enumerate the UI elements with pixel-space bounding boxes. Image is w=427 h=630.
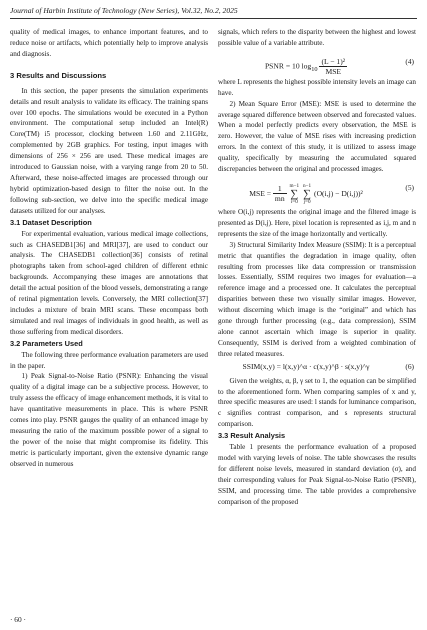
psnr-where-paragraph: where L represents the highest possible intensity levels an image can have. [218, 77, 416, 97]
intro-paragraph: quality of medical images, to enhance important features, and to reduce noise or artifacts, which potentially help to improve analysis and diagnosis. [10, 28, 208, 58]
equation-number-6: (6) [405, 361, 414, 371]
ssim-formula: SSIM(x,y) = l(x,y)^α · c(x,y)^β · s(x,y)^γ [242, 361, 370, 371]
ssim-paragraph: 3) Structural Similarity Index Measure (SSIM): It is a perceptual metric that quantifies the degradation in image quality, often resulting from processes like data compression or transmission losses. Essentially, SSIM requires two images for evaluation—a reference image and a processed one. It calculates the perceptual disparities between these two visually similar images. However, without discerning which image is the “original” and which has gone through further processing (e.g., data compression), SSIM alone cannot ascertain which image is superior in quality. Consequently, SSIM is derived from a weighted combination of three related measures. [218, 240, 416, 358]
result-analysis-paragraph: Table 1 presents the performance evaluation of a proposed model with varying levels of noise. The table showcases the results for different noise levels, measured in standard deviation (σ), and their corresponding values for Peak Signal-to-Noise Ratio (PSNR), SSIM, and processing time. The table provides a comprehensive comparison of the proposed [218, 443, 416, 506]
journal-title: Journal of Harbin Institute of Technology (New Series), Vol.32, No.2, 2025 [10, 6, 238, 15]
mse-fraction: $\frac{1}{mn}$ [274, 184, 285, 204]
section-3-heading: 3 Results and Discussions [10, 70, 107, 80]
sum-symbol-j: n−1 ∑ j=0 [303, 182, 312, 205]
psnr-fraction: $\frac{\text{(L − 1)²}}{\text{MSE}}$ [321, 56, 346, 76]
equation-number-4: (4) [405, 56, 414, 66]
page-number: · 60 · [10, 615, 27, 624]
mse-paragraph: 2) Mean Square Error (MSE): MSE is used to determine the average squared difference between observed and forecasted values. When a model perfectly predicts every observation, the MSE is zero. However, the value of MSE rises with increasing prediction errors. In the context of this study, it is utilized to assess image quality, specifically by measuring the accumulated squared discrepancies between the original and processed images. [218, 99, 416, 174]
ssim-weights-paragraph: Given the weights, α, β, γ set to 1, the equation can be simplified to the aforementioned form. When comparing samples of x and y, three specific measures are used: l stands for luminance comparison, c signifies contrast comparison, and s represents structural comparison. [218, 376, 416, 429]
psnr-paragraph: 1) Peak Signal-to-Noise Ratio (PSNR): Enhancing the visual quality of a digital image can be a subjective process. However, to truly assess the efficacy of image enhancement methods, it is vital to have quantitative measurements in place. This is where PSNR comes into play. PSNR gauges the quality of an enhanced image by measuring the ratio of the maximum possible power of a signal to the power of the noise that might compromise its fidelity. This metric is particularly important, given the extensive dynamic range observed in numerous [10, 372, 208, 468]
left-column [10, 27, 208, 470]
mse-formula: MSE = $\frac{1}{mn}$ m−1 ∑ i=0 n−1 ∑ j=0 (O(i,j) − D(i,j))² [249, 182, 363, 205]
equation-5 [218, 178, 416, 204]
equation-number-5: (5) [405, 182, 414, 192]
section-3-paragraph: In this section, the paper presents the simulation experiments details and result analysis to validate its efficacy. The training spans over 100 epochs. The simulations would be executed in a Python environment. The computational setup included an Intel(R) Core(TM) i5 processor, clocking between 1.60 and 2.11GHz, complemented by 2GB graphics. For testing, input images with dimensions of 256 × 256 are used. These medical images are introduced to Gaussian noise, with a varying range from 20 to 50. Afterward, these noise-affected images are processed through our hybrid optimization-based design to filter the noise out. In the following sub-section, we delve into the specific medical image datasets utilized for our analyses. [10, 86, 208, 215]
sum-symbol-i: m−1 ∑ i=0 [289, 182, 300, 205]
signals-paragraph: signals, which refers to the disparity between the highest and lowest possible value of a variable attribute. [218, 28, 416, 47]
mse-where-paragraph: where O(i,j) represents the original image and the filtered image is presented as D(i,j). Here, pixel location is represented as i,j, m and n represents the size of the image horizontally and vertically. [218, 207, 416, 238]
section-3-2-heading: 3.2 Parameters Used [10, 338, 83, 348]
right-column [218, 27, 416, 508]
section-3-1-heading: 3.1 Dataset Description [10, 217, 92, 227]
section-3-1-paragraph: For experimental evaluation, various medical image collections, such as CHASEDB1[36] and MRI[37], are used to conduct our analysis. The CHASEDB1 collection[36] consists of retinal photographs taken from school-aged children of different ethnic backgrounds. Accompanying these images are annotations that detail the actual position of the blood vessels, demonstrating a range of retinal pigmentation levels. Conversely, the MRI collection[37] includes a mixture of brain MRI scans. These encompass both simulated and real images of individuals in good health, as well as those suffering from medical disorders. [10, 229, 208, 336]
psnr-formula: PSNR = 10 $\log_{10}$ $\frac{\text{(L − 1)²}}{\text{MSE}}$ [264, 56, 346, 76]
running-header [10, 6, 417, 19]
equation-6 [218, 361, 416, 375]
section-3-2-intro: The following three performance evaluation parameters are used in the paper. [10, 350, 208, 370]
section-3-3-heading: 3.3 Result Analysis [218, 431, 286, 441]
equation-4 [218, 52, 416, 74]
